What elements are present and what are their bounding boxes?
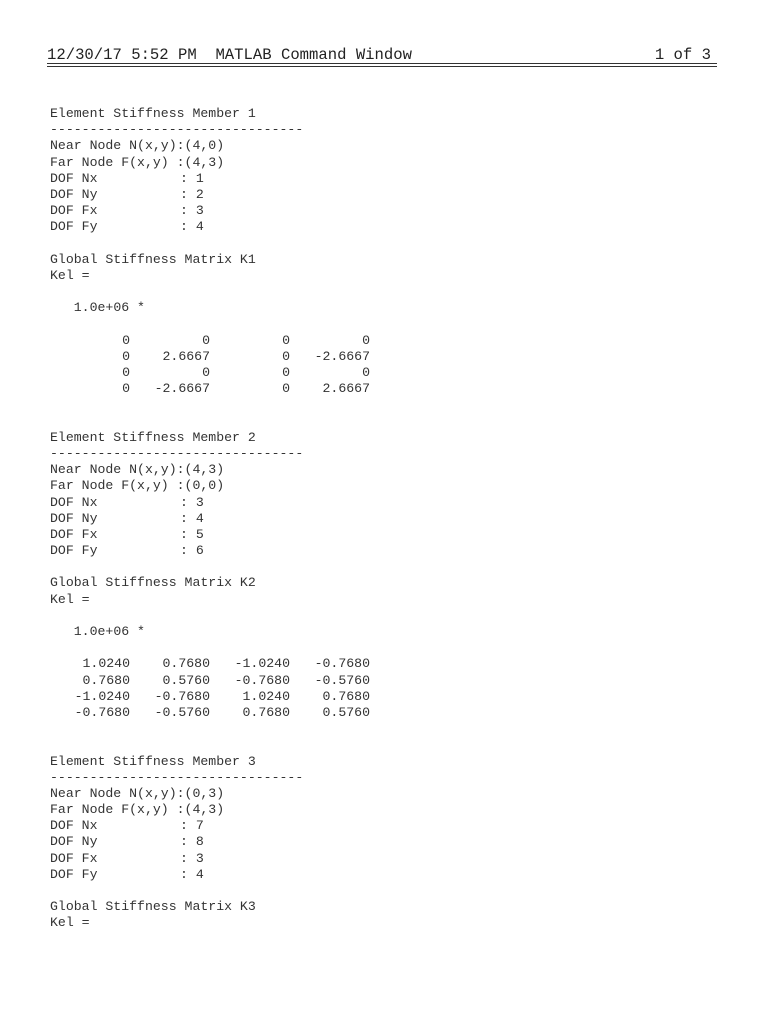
- dof-label: DOF Fy: [50, 543, 98, 559]
- dof-colon: :: [180, 170, 196, 186]
- dof-value: 5: [195, 526, 204, 542]
- dof-label: DOF Fx: [50, 203, 98, 219]
- dof-line: [50, 511, 710, 527]
- member-heading: Element Stiffness Member 2: [50, 429, 256, 445]
- near-node-value: (4,0): [184, 138, 225, 154]
- blank-line: [50, 397, 710, 413]
- member-divider: --------------------------------: [50, 769, 304, 785]
- near-node-line: [50, 786, 710, 802]
- far-node-line: [50, 802, 710, 818]
- kel-label: Kel =: [50, 267, 90, 283]
- far-node-label: Far Node F(x,y) :: [50, 802, 185, 818]
- dof-value: 4: [195, 219, 204, 235]
- matrix-title: Global Stiffness Matrix K1: [50, 251, 256, 267]
- dof-line: [50, 219, 710, 235]
- matrix-cell: 0.7680: [242, 704, 290, 720]
- matrix-row: [50, 365, 710, 381]
- member-block: [50, 754, 710, 932]
- far-node-line: [50, 155, 710, 171]
- blank-line: [50, 284, 710, 300]
- dof-colon: :: [180, 543, 196, 559]
- matrix-cell: 0.7680: [322, 688, 370, 704]
- dof-colon: :: [180, 850, 196, 866]
- dof-label: DOF Nx: [50, 494, 98, 510]
- dof-value: 7: [195, 818, 204, 834]
- matrix-cell: -0.7680: [234, 672, 290, 688]
- matrix-cell: 0: [122, 381, 130, 397]
- member-block: [50, 430, 710, 754]
- member-heading: Element Stiffness Member 1: [50, 106, 256, 121]
- matrix-cell: 0: [282, 348, 290, 364]
- near-node-line: [50, 138, 710, 154]
- header-title: MATLAB Command Window: [215, 46, 412, 64]
- matrix-row: [50, 689, 710, 705]
- dof-colon: :: [180, 526, 196, 542]
- matrix-cell: 0: [282, 332, 290, 348]
- dof-label: DOF Nx: [50, 818, 98, 834]
- dof-colon: :: [180, 834, 196, 850]
- dof-value: 6: [195, 543, 204, 559]
- dof-line: [50, 543, 710, 559]
- matrix-cell: 0: [362, 332, 370, 348]
- matrix-cell: 0: [122, 365, 130, 380]
- dof-value: 3: [195, 203, 204, 219]
- far-node-label: Far Node F(x,y) :: [50, 478, 185, 494]
- header-left: [47, 46, 412, 64]
- matrix-cell: -1.0240: [234, 656, 290, 672]
- near-node-label: Near Node N(x,y):: [50, 785, 185, 801]
- dof-label: DOF Ny: [50, 186, 98, 202]
- matrix-cell: 0: [282, 365, 290, 380]
- dof-colon: :: [180, 203, 196, 219]
- dof-label: DOF Ny: [50, 834, 98, 850]
- far-node-label: Far Node F(x,y) :: [50, 154, 185, 170]
- matrix-cell: 0: [362, 365, 370, 380]
- header-rule-top: [47, 63, 717, 64]
- kel-label: Kel =: [50, 915, 90, 931]
- matrix-title: Global Stiffness Matrix K3: [50, 899, 256, 915]
- dof-line: [50, 867, 710, 883]
- far-node-value: (0,0): [184, 478, 225, 494]
- dof-colon: :: [180, 818, 196, 834]
- matrix-cell: 2.6667: [322, 381, 370, 397]
- matrix-scale-line: [50, 300, 710, 316]
- matrix-scale: 1.0e+06 *: [73, 624, 145, 639]
- near-node-label: Near Node N(x,y):: [50, 138, 185, 154]
- matrix-cell: -0.7680: [154, 688, 210, 704]
- dof-label: DOF Fy: [50, 219, 98, 235]
- stiffness-matrix: [50, 333, 710, 398]
- page-number: 1 of 3: [654, 46, 711, 64]
- matrix-cell: 2.6667: [162, 348, 210, 364]
- blank-line: [50, 721, 710, 737]
- dof-value: 2: [195, 186, 204, 202]
- matrix-cell: 0: [282, 381, 290, 397]
- dof-line: [50, 495, 710, 511]
- blank-line: [50, 559, 710, 575]
- dof-line: [50, 834, 710, 850]
- dof-colon: :: [180, 494, 196, 510]
- dof-line: [50, 527, 710, 543]
- matrix-cell: 0.5760: [322, 704, 370, 720]
- dof-colon: :: [180, 186, 196, 202]
- dof-colon: :: [180, 219, 196, 235]
- matrix-cell: -0.5760: [154, 704, 210, 720]
- dof-value: 4: [195, 866, 204, 882]
- dof-value: 8: [195, 834, 204, 850]
- member-divider: --------------------------------: [50, 445, 304, 461]
- dof-colon: :: [180, 510, 196, 526]
- matrix-cell: -0.7680: [74, 704, 130, 720]
- dof-colon: :: [180, 866, 196, 882]
- command-window-output: [50, 106, 710, 932]
- dof-line: [50, 851, 710, 867]
- far-node-value: (4,3): [184, 802, 225, 818]
- member-heading: Element Stiffness Member 3: [50, 753, 256, 769]
- member-block: [50, 106, 710, 430]
- matrix-row: [50, 349, 710, 365]
- header-rule-bottom: [47, 66, 717, 67]
- matrix-cell: 1.0240: [242, 688, 290, 704]
- dof-line: [50, 171, 710, 187]
- kel-label: Kel =: [50, 591, 90, 607]
- dof-label: DOF Nx: [50, 170, 98, 186]
- matrix-cell: 1.0240: [82, 656, 130, 672]
- matrix-row: [50, 656, 710, 672]
- near-node-value: (0,3): [184, 785, 225, 801]
- header-datetime: 12/30/17 5:52 PM: [47, 46, 197, 64]
- member-divider: --------------------------------: [50, 122, 304, 138]
- matrix-row: [50, 333, 710, 349]
- matrix-cell: -2.6667: [314, 348, 370, 364]
- blank-line: [50, 883, 710, 899]
- matrix-cell: 0.7680: [82, 672, 130, 688]
- far-node-value: (4,3): [184, 154, 225, 170]
- blank-line: [50, 316, 710, 332]
- blank-line: [50, 414, 710, 430]
- matrix-cell: 0.7680: [162, 656, 210, 672]
- matrix-cell: 0.5760: [162, 672, 210, 688]
- matrix-row: [50, 705, 710, 721]
- dof-line: [50, 818, 710, 834]
- blank-line: [50, 236, 710, 252]
- matrix-row: [50, 673, 710, 689]
- dof-value: 3: [195, 850, 204, 866]
- dof-value: 4: [195, 510, 204, 526]
- blank-line: [50, 640, 710, 656]
- matrix-cell: -0.7680: [314, 656, 370, 672]
- dof-line: [50, 187, 710, 203]
- dof-label: DOF Fx: [50, 850, 98, 866]
- near-node-value: (4,3): [184, 462, 225, 478]
- near-node-label: Near Node N(x,y):: [50, 462, 185, 478]
- far-node-line: [50, 478, 710, 494]
- matrix-cell: 0: [202, 365, 210, 380]
- stiffness-matrix: [50, 656, 710, 721]
- blank-line: [50, 737, 710, 753]
- dof-value: 1: [195, 170, 204, 186]
- indent: [50, 624, 74, 639]
- near-node-line: [50, 462, 710, 478]
- matrix-cell: 0: [122, 348, 130, 364]
- dof-label: DOF Fx: [50, 526, 98, 542]
- matrix-scale: 1.0e+06 *: [73, 300, 145, 316]
- matrix-cell: 0: [202, 332, 210, 348]
- matrix-row: [50, 381, 710, 397]
- matrix-scale-line: [50, 624, 710, 640]
- matrix-cell: 0: [122, 332, 130, 348]
- matrix-cell: -2.6667: [154, 381, 210, 397]
- matrix-cell: -0.5760: [314, 672, 370, 688]
- blank-line: [50, 608, 710, 624]
- indent: [50, 300, 74, 315]
- dof-label: DOF Ny: [50, 510, 98, 526]
- dof-line: [50, 203, 710, 219]
- dof-value: 3: [195, 494, 204, 510]
- matrix-cell: -1.0240: [74, 688, 130, 704]
- matrix-title: Global Stiffness Matrix K2: [50, 575, 256, 591]
- dof-label: DOF Fy: [50, 866, 98, 882]
